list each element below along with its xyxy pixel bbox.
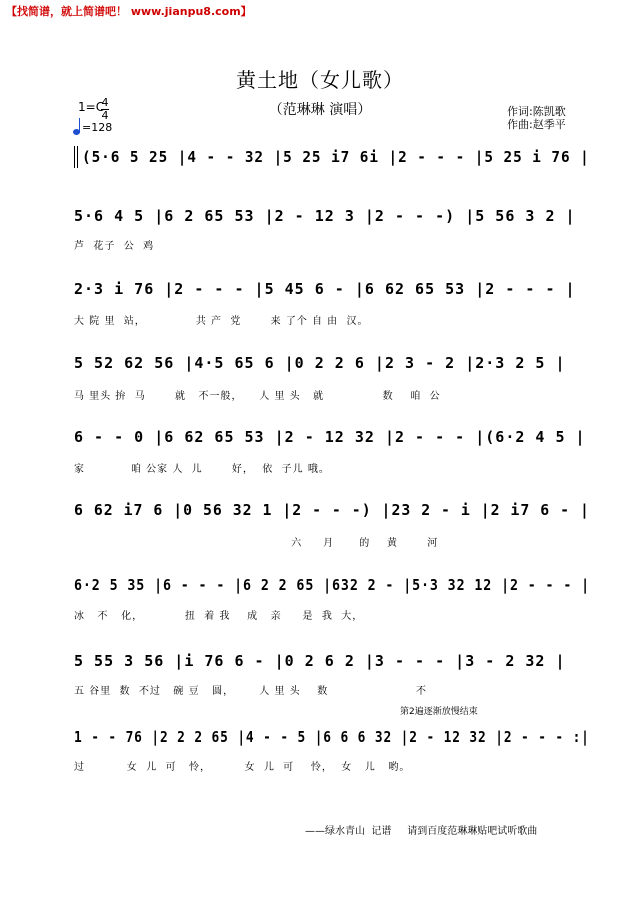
score-row	[74, 652, 590, 682]
lyrics-line: 家 咱 公家 人 儿 好， 依 子儿 哦。	[74, 464, 330, 475]
notation-line: 5 55 3 56 |i 76 6 - |0 2 6 2 |3 - - - |3 - 2 32 |	[74, 652, 566, 670]
lyrics-line: 过 女 儿 可 怜， 女 儿 可 怜， 女 儿 哟。	[74, 762, 411, 773]
score-row	[74, 728, 590, 758]
performance-note: 第2遍逐渐放慢结束	[400, 707, 478, 717]
key-signature: 1=C	[78, 100, 105, 114]
quarter-note-icon	[73, 123, 82, 133]
composer-credit: 作曲:赵季平	[507, 118, 566, 131]
tempo-value: =128	[82, 121, 113, 134]
lyricist-credit: 作词:陈凯歌	[507, 105, 566, 118]
notation-line: 6 62 i7 6 |0 56 32 1 |2 - - -) |23 2 - i |2 i7 6 - |	[74, 501, 590, 519]
score-row	[74, 576, 590, 606]
time-signature-bottom: 4	[101, 109, 109, 122]
lyrics-line: 冰 不 化， 扭 着 我 成 亲 是 我 大，	[74, 611, 364, 622]
site-banner: 【找简谱，就上简谱吧！ www.jianpu8.com】	[6, 5, 252, 18]
singer-credit: （范琳琳 演唱）	[268, 102, 372, 118]
time-signature-top: 4	[101, 96, 109, 109]
score-row	[74, 148, 590, 178]
time-signature	[101, 97, 109, 122]
footer-credit: ——绿水青山 记谱 请到百度范琳琳贴吧试听歌曲	[305, 826, 538, 837]
score-row	[74, 501, 590, 531]
lyrics-line: 大 院 里 站， 共 产 党 来 了个 自 由 汉。	[74, 316, 369, 327]
score-row	[74, 354, 590, 384]
score-row	[74, 207, 590, 237]
tempo-marking	[73, 121, 112, 134]
notation-line: (5·6 5 25 |4 - - 32 |5 25 i7 6i |2 - - - |5 25 i 76 |	[82, 148, 590, 166]
notation-line: 2·3 i 76 |2 - - - |5 45 6 - |6 62 65 53 |2 - - - |	[74, 280, 576, 298]
lyrics-line: 马 里头 拚 马 就 不一般， 人 里 头 就 数 咱 公	[74, 391, 441, 402]
score-row	[74, 280, 590, 310]
lyrics-line: 六 月 的 黄 河	[74, 538, 439, 549]
notation-line: 6 - - 0 |6 62 65 53 |2 - 12 32 |2 - - - |(6·2 4 5 |	[74, 428, 586, 446]
lyrics-line: 芦 花子 公 鸡	[74, 241, 155, 252]
notation-line: 6·2 5 35 |6 - - - |6 2 2 65 |632 2 - |5·3 32 12 |2 - - - |	[74, 576, 591, 594]
lyrics-line: 五 谷里 数 不过 碗 豆 圆， 人 里 头 数 不	[74, 686, 428, 697]
score-row	[74, 428, 590, 458]
song-title: 黄土地（女儿歌）	[236, 68, 404, 92]
notation-line: 5 52 62 56 |4·5 65 6 |0 2 2 6 |2 3 - 2 |2·3 2 5 |	[74, 354, 566, 372]
notation-line: 1 - - 76 |2 2 2 65 |4 - - 5 |6 6 6 32 |2 - 12 32 |2 - - - :|	[74, 728, 590, 746]
notation-line: 5·6 4 5 |6 2 65 53 |2 - 12 3 |2 - - -) |5 56 3 2 |	[74, 207, 576, 225]
